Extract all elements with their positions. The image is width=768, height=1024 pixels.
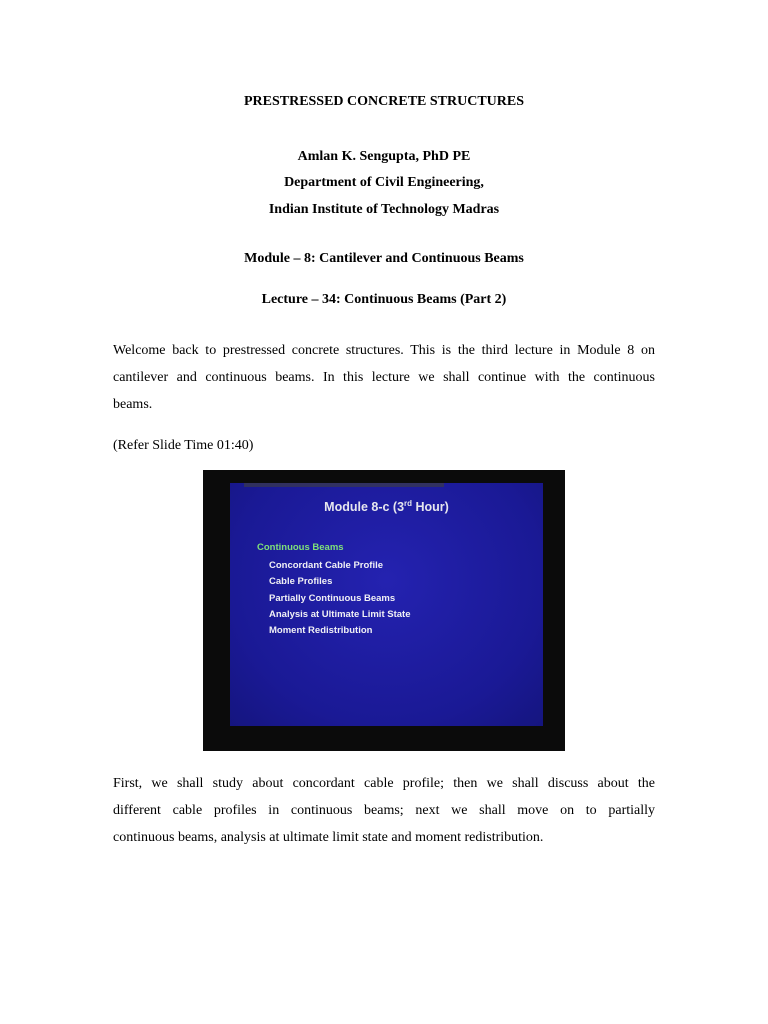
slide-title xyxy=(230,499,543,514)
slide-top-strip xyxy=(244,483,444,487)
slide-heading: Continuous Beams xyxy=(257,542,344,553)
course-title: PRESTRESSED CONCRETE STRUCTURES xyxy=(243,94,525,109)
summary-line: First, we shall study about concordant cable profile; then we shall discuss about the xyxy=(113,776,655,791)
intro-line: beams. xyxy=(113,397,153,412)
slide-topic-item: Moment Redistribution xyxy=(269,625,373,637)
intro-line: cantilever and continuous beams. In this lecture we shall continue with the continuous xyxy=(113,370,655,385)
summary-line: different cable profiles in continuous beams; next we shall move on to partially xyxy=(113,803,655,818)
slide-title-main: Module 8-c (3 xyxy=(324,500,405,515)
module-title: Module – 8: Cantilever and Continuous Beams xyxy=(244,251,524,266)
slide-topic-item: Partially Continuous Beams xyxy=(269,592,396,604)
slide-reference-text: (Refer Slide Time 01:40) xyxy=(113,438,254,453)
slide-topic-item: Concordant Cable Profile xyxy=(269,560,384,571)
author-name: Amlan K. Sengupta, PhD PE xyxy=(297,149,471,164)
slide-reference xyxy=(113,432,655,459)
slide-topic-list xyxy=(269,558,410,639)
slide-title-end: Hour) xyxy=(412,500,449,515)
lecture-slide-image xyxy=(203,470,565,751)
lecture-title: Lecture – 34: Continuous Beams (Part 2) xyxy=(261,292,507,307)
slide-screen xyxy=(230,483,543,726)
institute-name: Indian Institute of Technology Madras xyxy=(268,202,500,217)
slide-topic-item: Analysis at Ultimate Limit State xyxy=(269,608,411,620)
intro-line: Welcome back to prestressed concrete structures. This is the third lecture in Module 8 on xyxy=(113,343,655,358)
department-name: Department of Civil Engineering, xyxy=(284,175,484,190)
summary-paragraph xyxy=(113,770,655,851)
intro-paragraph xyxy=(113,337,655,418)
slide-title-superscript: rd xyxy=(404,499,413,508)
summary-line: continuous beams, analysis at ultimate limit state and moment redistribution. xyxy=(113,830,544,845)
slide-topic-item: Cable Profiles xyxy=(269,576,333,588)
